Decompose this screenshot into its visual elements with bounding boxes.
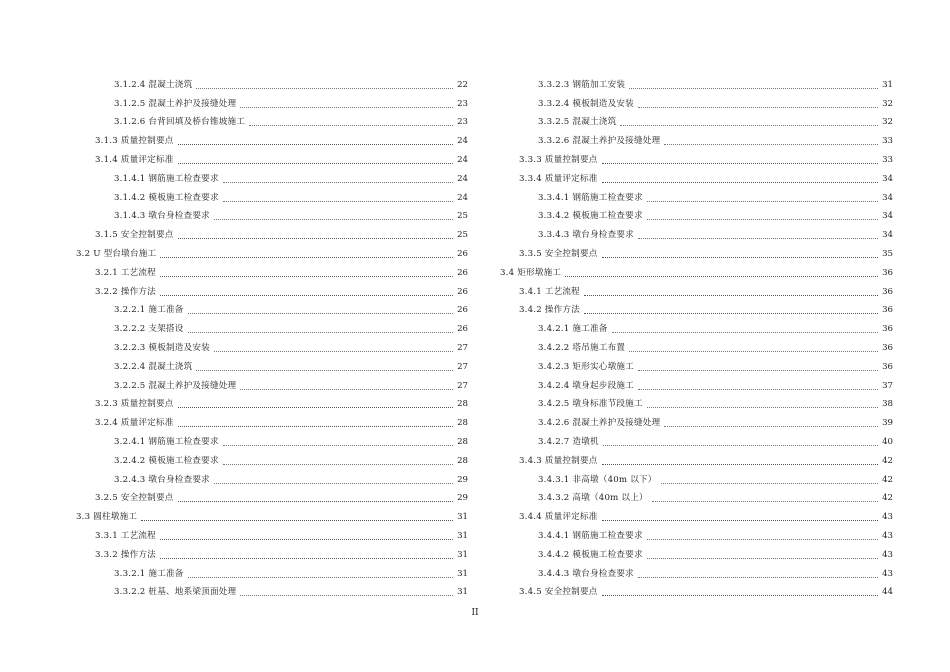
toc-entry[interactable] xyxy=(76,448,468,467)
toc-entry-page-number: 42 xyxy=(882,474,893,485)
toc-dot-leader xyxy=(620,124,878,126)
toc-entry-page-number: 43 xyxy=(882,568,893,579)
toc-entry-title: 3.1.3 质量控制要点 xyxy=(95,136,174,147)
toc-dot-leader xyxy=(240,388,453,390)
toc-entry-page-number: 42 xyxy=(882,493,893,504)
toc-entry-title: 3.4.4 质量评定标准 xyxy=(519,512,598,523)
toc-entry-title: 3.4.2.5 墩身标准节段施工 xyxy=(538,399,643,410)
toc-dot-leader xyxy=(249,124,453,126)
page-number-footer: II xyxy=(471,608,479,618)
toc-entry-page-number: 33 xyxy=(882,136,893,147)
toc-entry[interactable] xyxy=(76,147,468,166)
toc-entry-page-number: 24 xyxy=(457,154,468,165)
toc-entry[interactable] xyxy=(500,222,893,241)
toc-entry-title: 3.4.3 质量控制要点 xyxy=(519,455,598,466)
toc-entry-title: 3.4.5 安全控制要点 xyxy=(519,587,598,598)
toc-entry-page-number: 34 xyxy=(882,230,893,241)
toc-entry-title: 3.1.4.2 模板施工检查要求 xyxy=(114,192,219,203)
toc-entry-title: 3.1.4.3 墩台身检查要求 xyxy=(114,211,210,222)
toc-entry-title: 3.2.3 质量控制要点 xyxy=(95,399,174,410)
toc-entry[interactable] xyxy=(76,542,468,561)
toc-entry-page-number: 36 xyxy=(882,286,893,297)
toc-entry-page-number: 36 xyxy=(882,305,893,316)
toc-entry[interactable] xyxy=(76,504,468,523)
toc-dot-leader xyxy=(647,406,878,408)
toc-entry-title: 3.2.2.1 施工准备 xyxy=(114,305,184,316)
toc-entry[interactable] xyxy=(500,561,893,580)
toc-entry[interactable] xyxy=(500,316,893,335)
toc-entry-title: 3.3.1 工艺流程 xyxy=(95,530,156,541)
toc-entry-page-number: 28 xyxy=(457,436,468,447)
toc-entry-page-number: 24 xyxy=(457,192,468,203)
toc-entry[interactable] xyxy=(500,279,893,298)
toc-entry-title: 3.2.2.2 支架搭设 xyxy=(114,324,184,335)
toc-dot-leader xyxy=(196,369,453,371)
toc-entry[interactable] xyxy=(500,486,893,505)
toc-entry-title: 3.1.4 质量评定标准 xyxy=(95,154,174,165)
toc-entry-page-number: 27 xyxy=(457,380,468,391)
toc-entry-page-number: 35 xyxy=(882,248,893,259)
toc-entry-title: 3.3.2.5 混凝土浇筑 xyxy=(538,117,617,128)
toc-entry[interactable] xyxy=(76,279,468,298)
toc-entry-title: 3.2.2 操作方法 xyxy=(95,286,156,297)
toc-entry-title: 3.3.2.1 施工准备 xyxy=(114,568,184,579)
toc-entry-page-number: 36 xyxy=(882,342,893,353)
toc-dot-leader xyxy=(602,519,878,521)
toc-entry-page-number: 36 xyxy=(882,324,893,335)
toc-entry-title: 3.4.2.6 混凝土养护及接缝处理 xyxy=(538,418,661,429)
toc-dot-leader xyxy=(638,576,878,578)
toc-entry-page-number: 27 xyxy=(457,361,468,372)
toc-dot-leader xyxy=(629,87,878,89)
toc-entry-title: 3.3.2.6 混凝土养护及接缝处理 xyxy=(538,136,661,147)
toc-entry[interactable] xyxy=(76,467,468,486)
toc-dot-leader xyxy=(178,425,453,427)
toc-entry-title: 3.3.2.2 桩基、地系梁顶面处理 xyxy=(114,587,237,598)
toc-dot-leader xyxy=(196,87,453,89)
toc-entry-page-number: 43 xyxy=(882,549,893,560)
toc-entry-page-number: 36 xyxy=(882,267,893,278)
toc-dot-leader xyxy=(647,218,878,220)
toc-entry[interactable] xyxy=(76,580,468,599)
toc-dot-leader xyxy=(652,500,878,502)
toc-entry[interactable] xyxy=(76,110,468,129)
toc-entry-title: 3.4.4.1 钢筋施工检查要求 xyxy=(538,530,643,541)
toc-dot-leader xyxy=(178,143,453,145)
toc-entry-page-number: 34 xyxy=(882,192,893,203)
toc-left-column xyxy=(76,72,468,598)
toc-entry-title: 3.4.2.1 施工准备 xyxy=(538,324,608,335)
toc-entry-page-number: 26 xyxy=(457,324,468,335)
toc-dot-leader xyxy=(584,294,878,296)
toc-entry[interactable] xyxy=(76,392,468,411)
toc-entry[interactable] xyxy=(500,335,893,354)
toc-entry-page-number: 31 xyxy=(457,587,468,598)
toc-entry-page-number: 32 xyxy=(882,117,893,128)
toc-entry-title: 3.4.2.4 墩身起步段施工 xyxy=(538,380,634,391)
toc-dot-leader xyxy=(602,594,878,596)
toc-entry-page-number: 42 xyxy=(882,455,893,466)
toc-dot-leader xyxy=(160,557,453,559)
toc-dot-leader xyxy=(178,162,453,164)
toc-entry[interactable] xyxy=(500,523,893,542)
toc-dot-leader xyxy=(178,500,453,502)
toc-dot-leader xyxy=(647,200,878,202)
toc-entry-page-number: 34 xyxy=(882,211,893,222)
toc-entry[interactable] xyxy=(76,486,468,505)
toc-dot-leader xyxy=(240,594,453,596)
toc-entry-page-number: 43 xyxy=(882,512,893,523)
toc-entry-page-number: 22 xyxy=(457,79,468,90)
toc-dot-leader xyxy=(647,538,878,540)
toc-entry[interactable] xyxy=(500,467,893,486)
toc-entry-title: 3.4.1 工艺流程 xyxy=(519,286,580,297)
toc-entry-page-number: 26 xyxy=(457,305,468,316)
toc-entry-title: 3.2.2.3 模板制造及安装 xyxy=(114,342,210,353)
toc-entry-title: 3.3.3 质量控制要点 xyxy=(519,154,598,165)
toc-entry-page-number: 24 xyxy=(457,173,468,184)
toc-entry[interactable] xyxy=(500,504,893,523)
toc-dot-leader xyxy=(223,181,453,183)
toc-entry-title: 3.4.3.1 非高墩（40m 以下） xyxy=(538,474,657,485)
toc-dot-leader xyxy=(223,444,453,446)
toc-entry-title: 3.2.2.4 混凝土浇筑 xyxy=(114,361,193,372)
toc-entry-title: 3.3.4.3 墩台身检查要求 xyxy=(538,230,634,241)
toc-entry-page-number: 29 xyxy=(457,474,468,485)
toc-entry-page-number: 27 xyxy=(457,342,468,353)
toc-entry-title: 3.2.4.3 墩台身检查要求 xyxy=(114,474,210,485)
toc-entry-title: 3.2.4.1 钢筋施工检查要求 xyxy=(114,436,219,447)
toc-dot-leader xyxy=(178,237,453,239)
toc-entry-title: 3.3.2.4 模板制造及安装 xyxy=(538,98,634,109)
toc-entry[interactable] xyxy=(76,241,468,260)
toc-entry-title: 3.3.2 操作方法 xyxy=(95,549,156,560)
toc-dot-leader xyxy=(638,369,878,371)
toc-entry-title: 3.1.2.6 台背回填及桥台锥坡施工 xyxy=(114,117,246,128)
toc-entry[interactable] xyxy=(76,354,468,373)
toc-entry-page-number: 44 xyxy=(882,587,893,598)
toc-entry-page-number: 25 xyxy=(457,230,468,241)
toc-dot-leader xyxy=(664,143,878,145)
toc-entry[interactable] xyxy=(76,128,468,147)
toc-entry-title: 3.3 圆柱墩施工 xyxy=(76,512,138,523)
toc-dot-leader xyxy=(638,237,878,239)
toc-entry-title: 3.3.5 安全控制要点 xyxy=(519,248,598,259)
toc-entry-page-number: 36 xyxy=(882,361,893,372)
toc-dot-leader xyxy=(565,275,878,277)
toc-entry-title: 3.4.2.3 矩形实心墩施工 xyxy=(538,361,634,372)
toc-entry[interactable] xyxy=(500,241,893,260)
toc-dot-leader xyxy=(188,331,453,333)
toc-entry[interactable] xyxy=(76,298,468,317)
toc-entry-title: 3.3.4 质量评定标准 xyxy=(519,173,598,184)
toc-entry-title: 3.2.4 质量评定标准 xyxy=(95,418,174,429)
toc-dot-leader xyxy=(661,482,878,484)
toc-entry-title: 3.2.5 安全控制要点 xyxy=(95,493,174,504)
toc-entry[interactable] xyxy=(500,91,893,110)
toc-entry-title: 3.2.1 工艺流程 xyxy=(95,267,156,278)
toc-entry-page-number: 29 xyxy=(457,493,468,504)
toc-entry-page-number: 31 xyxy=(457,530,468,541)
toc-dot-leader xyxy=(584,312,878,314)
toc-entry-page-number: 34 xyxy=(882,173,893,184)
toc-entry[interactable] xyxy=(500,580,893,599)
toc-entry[interactable] xyxy=(500,354,893,373)
toc-entry[interactable] xyxy=(76,185,468,204)
toc-entry[interactable] xyxy=(76,204,468,223)
toc-entry-page-number: 38 xyxy=(882,399,893,410)
toc-dot-leader xyxy=(223,463,453,465)
toc-entry-page-number: 31 xyxy=(457,549,468,560)
toc-entry-title: 3.4.4.2 模板施工检查要求 xyxy=(538,549,643,560)
toc-entry[interactable] xyxy=(500,204,893,223)
toc-dot-leader xyxy=(602,463,878,465)
toc-entry[interactable] xyxy=(76,335,468,354)
toc-dot-leader xyxy=(629,350,878,352)
toc-entry[interactable] xyxy=(500,448,893,467)
toc-dot-leader xyxy=(160,256,453,258)
toc-entry-page-number: 28 xyxy=(457,399,468,410)
toc-entry-page-number: 39 xyxy=(882,418,893,429)
toc-entry-title: 3.1.5 安全控制要点 xyxy=(95,230,174,241)
toc-entry[interactable] xyxy=(500,110,893,129)
toc-entry-page-number: 33 xyxy=(882,154,893,165)
toc-dot-leader xyxy=(214,218,453,220)
toc-entry-title: 3.1.4.1 钢筋施工检查要求 xyxy=(114,173,219,184)
toc-entry[interactable] xyxy=(500,542,893,561)
toc-entry-title: 3.4.2.7 造墩机 xyxy=(538,436,599,447)
toc-entry-title: 3.4.2 操作方法 xyxy=(519,305,580,316)
toc-entry-page-number: 32 xyxy=(882,98,893,109)
toc-entry[interactable] xyxy=(76,91,468,110)
toc-entry[interactable] xyxy=(500,429,893,448)
toc-entry[interactable] xyxy=(500,410,893,429)
toc-entry-page-number: 28 xyxy=(457,455,468,466)
toc-entry-page-number: 28 xyxy=(457,418,468,429)
toc-entry[interactable] xyxy=(76,429,468,448)
toc-entry[interactable] xyxy=(76,561,468,580)
toc-entry-page-number: 26 xyxy=(457,267,468,278)
toc-dot-leader xyxy=(188,576,453,578)
toc-entry-page-number: 31 xyxy=(882,79,893,90)
toc-dot-leader xyxy=(612,331,878,333)
toc-dot-leader xyxy=(240,106,453,108)
toc-dot-leader xyxy=(214,482,453,484)
toc-entry[interactable] xyxy=(500,72,893,91)
toc-dot-leader xyxy=(602,256,878,258)
toc-entry[interactable] xyxy=(76,222,468,241)
toc-entry[interactable] xyxy=(500,185,893,204)
toc-dot-leader xyxy=(603,444,878,446)
toc-entry-page-number: 26 xyxy=(457,286,468,297)
toc-dot-leader xyxy=(638,106,878,108)
toc-entry[interactable] xyxy=(500,373,893,392)
toc-entry-page-number: 40 xyxy=(882,436,893,447)
toc-right-column xyxy=(500,72,893,598)
toc-entry-page-number: 26 xyxy=(457,248,468,259)
toc-entry-title: 3.3.4.2 模板施工检查要求 xyxy=(538,211,643,222)
toc-dot-leader xyxy=(160,294,453,296)
toc-dot-leader xyxy=(664,425,878,427)
toc-entry-title: 3.2.4.2 模板施工检查要求 xyxy=(114,455,219,466)
toc-entry-title: 3.4.3.2 高墩（40m 以上） xyxy=(538,493,648,504)
toc-entry[interactable] xyxy=(76,523,468,542)
toc-entry-title: 3.4 矩形墩施工 xyxy=(500,267,562,278)
toc-entry-page-number: 25 xyxy=(457,211,468,222)
toc-entry-title: 3.2 U 型台墩台施工 xyxy=(76,248,157,259)
toc-entry[interactable] xyxy=(76,260,468,279)
toc-dot-leader xyxy=(160,275,453,277)
toc-entry-title: 3.1.2.4 混凝土浇筑 xyxy=(114,79,193,90)
toc-entry-page-number: 23 xyxy=(457,98,468,109)
toc-entry[interactable] xyxy=(76,72,468,91)
toc-dot-leader xyxy=(178,406,453,408)
toc-entry-page-number: 31 xyxy=(457,568,468,579)
toc-entry-title: 3.4.4.3 墩台身检查要求 xyxy=(538,568,634,579)
toc-dot-leader xyxy=(602,181,878,183)
toc-dot-leader xyxy=(638,388,878,390)
toc-entry[interactable] xyxy=(76,316,468,335)
toc-entry-page-number: 31 xyxy=(457,512,468,523)
toc-dot-leader xyxy=(602,162,878,164)
toc-entry[interactable] xyxy=(76,166,468,185)
toc-dot-leader xyxy=(160,538,453,540)
toc-entry[interactable] xyxy=(500,298,893,317)
toc-dot-leader xyxy=(647,557,878,559)
toc-dot-leader xyxy=(214,350,453,352)
toc-entry-page-number: 24 xyxy=(457,136,468,147)
toc-entry[interactable] xyxy=(500,166,893,185)
toc-entry[interactable] xyxy=(500,260,893,279)
toc-dot-leader xyxy=(188,312,453,314)
toc-entry[interactable] xyxy=(500,147,893,166)
toc-entry-page-number: 43 xyxy=(882,530,893,541)
toc-dot-leader xyxy=(223,200,453,202)
toc-entry[interactable] xyxy=(76,373,468,392)
toc-entry-title: 3.4.2.2 塔吊施工布置 xyxy=(538,342,626,353)
toc-entry-page-number: 23 xyxy=(457,117,468,128)
toc-entry-page-number: 37 xyxy=(882,380,893,391)
toc-entry-title: 3.1.2.5 混凝土养护及接缝处理 xyxy=(114,98,237,109)
toc-entry-title: 3.3.4.1 钢筋施工检查要求 xyxy=(538,192,643,203)
toc-entry[interactable] xyxy=(500,392,893,411)
toc-entry-title: 3.2.2.5 混凝土养护及接缝处理 xyxy=(114,380,237,391)
toc-entry[interactable] xyxy=(500,128,893,147)
toc-dot-leader xyxy=(141,519,453,521)
toc-entry-title: 3.3.2.3 钢筋加工安装 xyxy=(538,79,626,90)
toc-entry[interactable] xyxy=(76,410,468,429)
